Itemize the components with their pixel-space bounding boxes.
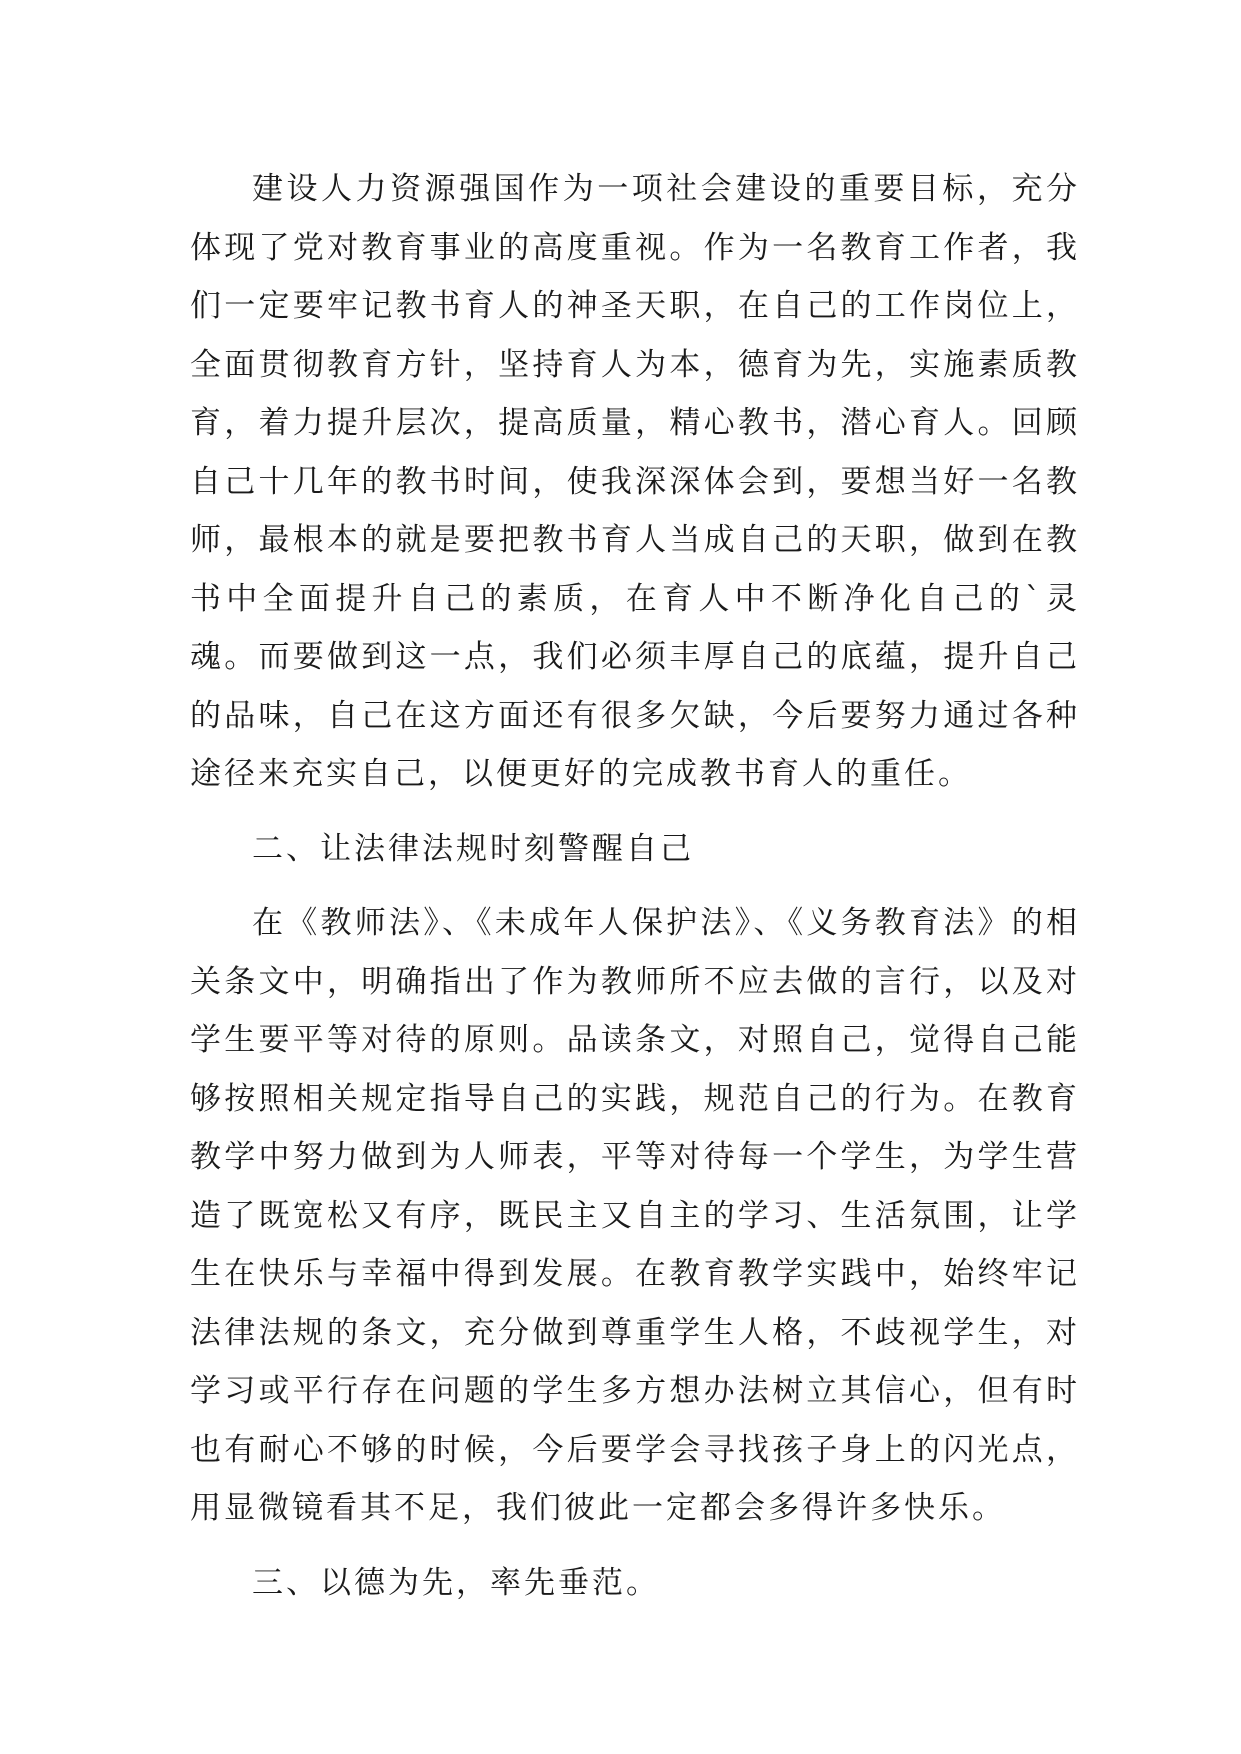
document-page: [190, 160, 1080, 1612]
section-heading: 二、让法律法规时刻警醒自己: [252, 830, 694, 867]
body-paragraph: 建设人力资源强国作为一项社会建设的重要目标，充分体现了党对教育事业的高度重视。作为一名教育工作者，我们一定要牢记教书育人的神圣天职，在自己的工作岗位上，全面贯彻教育方针，坚持育人为本，德育为先，实施素质教育，着力提升层次，提高质量，精心教书，潜心育人。回顾自己十几年的教书时间，使我深深体会到，要想当好一名教师，最根本的就是要把教书育人当成自己的天职，做到在教书中全面提升自己的素质，在育人中不断净化自己的`灵魂。而要做到这一点，我们必须丰厚自己的底蕴，提升自己的品味，自己在这方面还有很多欠缺，今后要努力通过各种途径来充实自己，以便更好的完成教书育人的重任。: [190, 171, 1080, 792]
body-paragraph: 在《教师法》、《未成年人保护法》、《义务教育法》的相关条文中，明确指出了作为教师所不应去做的言行，以及对学生要平等对待的原则。品读条文，对照自己，觉得自己能够按照相关规定指导自己的实践，规范自己的行为。在教育教学中努力做到为人师表，平等对待每一个学生，为学生营造了既宽松又有序，既民主又自主的学习、生活氛围，让学生在快乐与幸福中得到发展。在教育教学实践中，始终牢记法律法规的条文，充分做到尊重学生人格，不歧视学生，对学习或平行存在问题的学生多方想办法树立其信心，但有时也有耐心不够的时候，今后要学会寻找孩子身上的闪光点，用显微镜看其不足，我们彼此一定都会多得许多快乐。: [190, 905, 1080, 1526]
section-heading: 三、以德为先，率先垂范。: [252, 1564, 660, 1601]
